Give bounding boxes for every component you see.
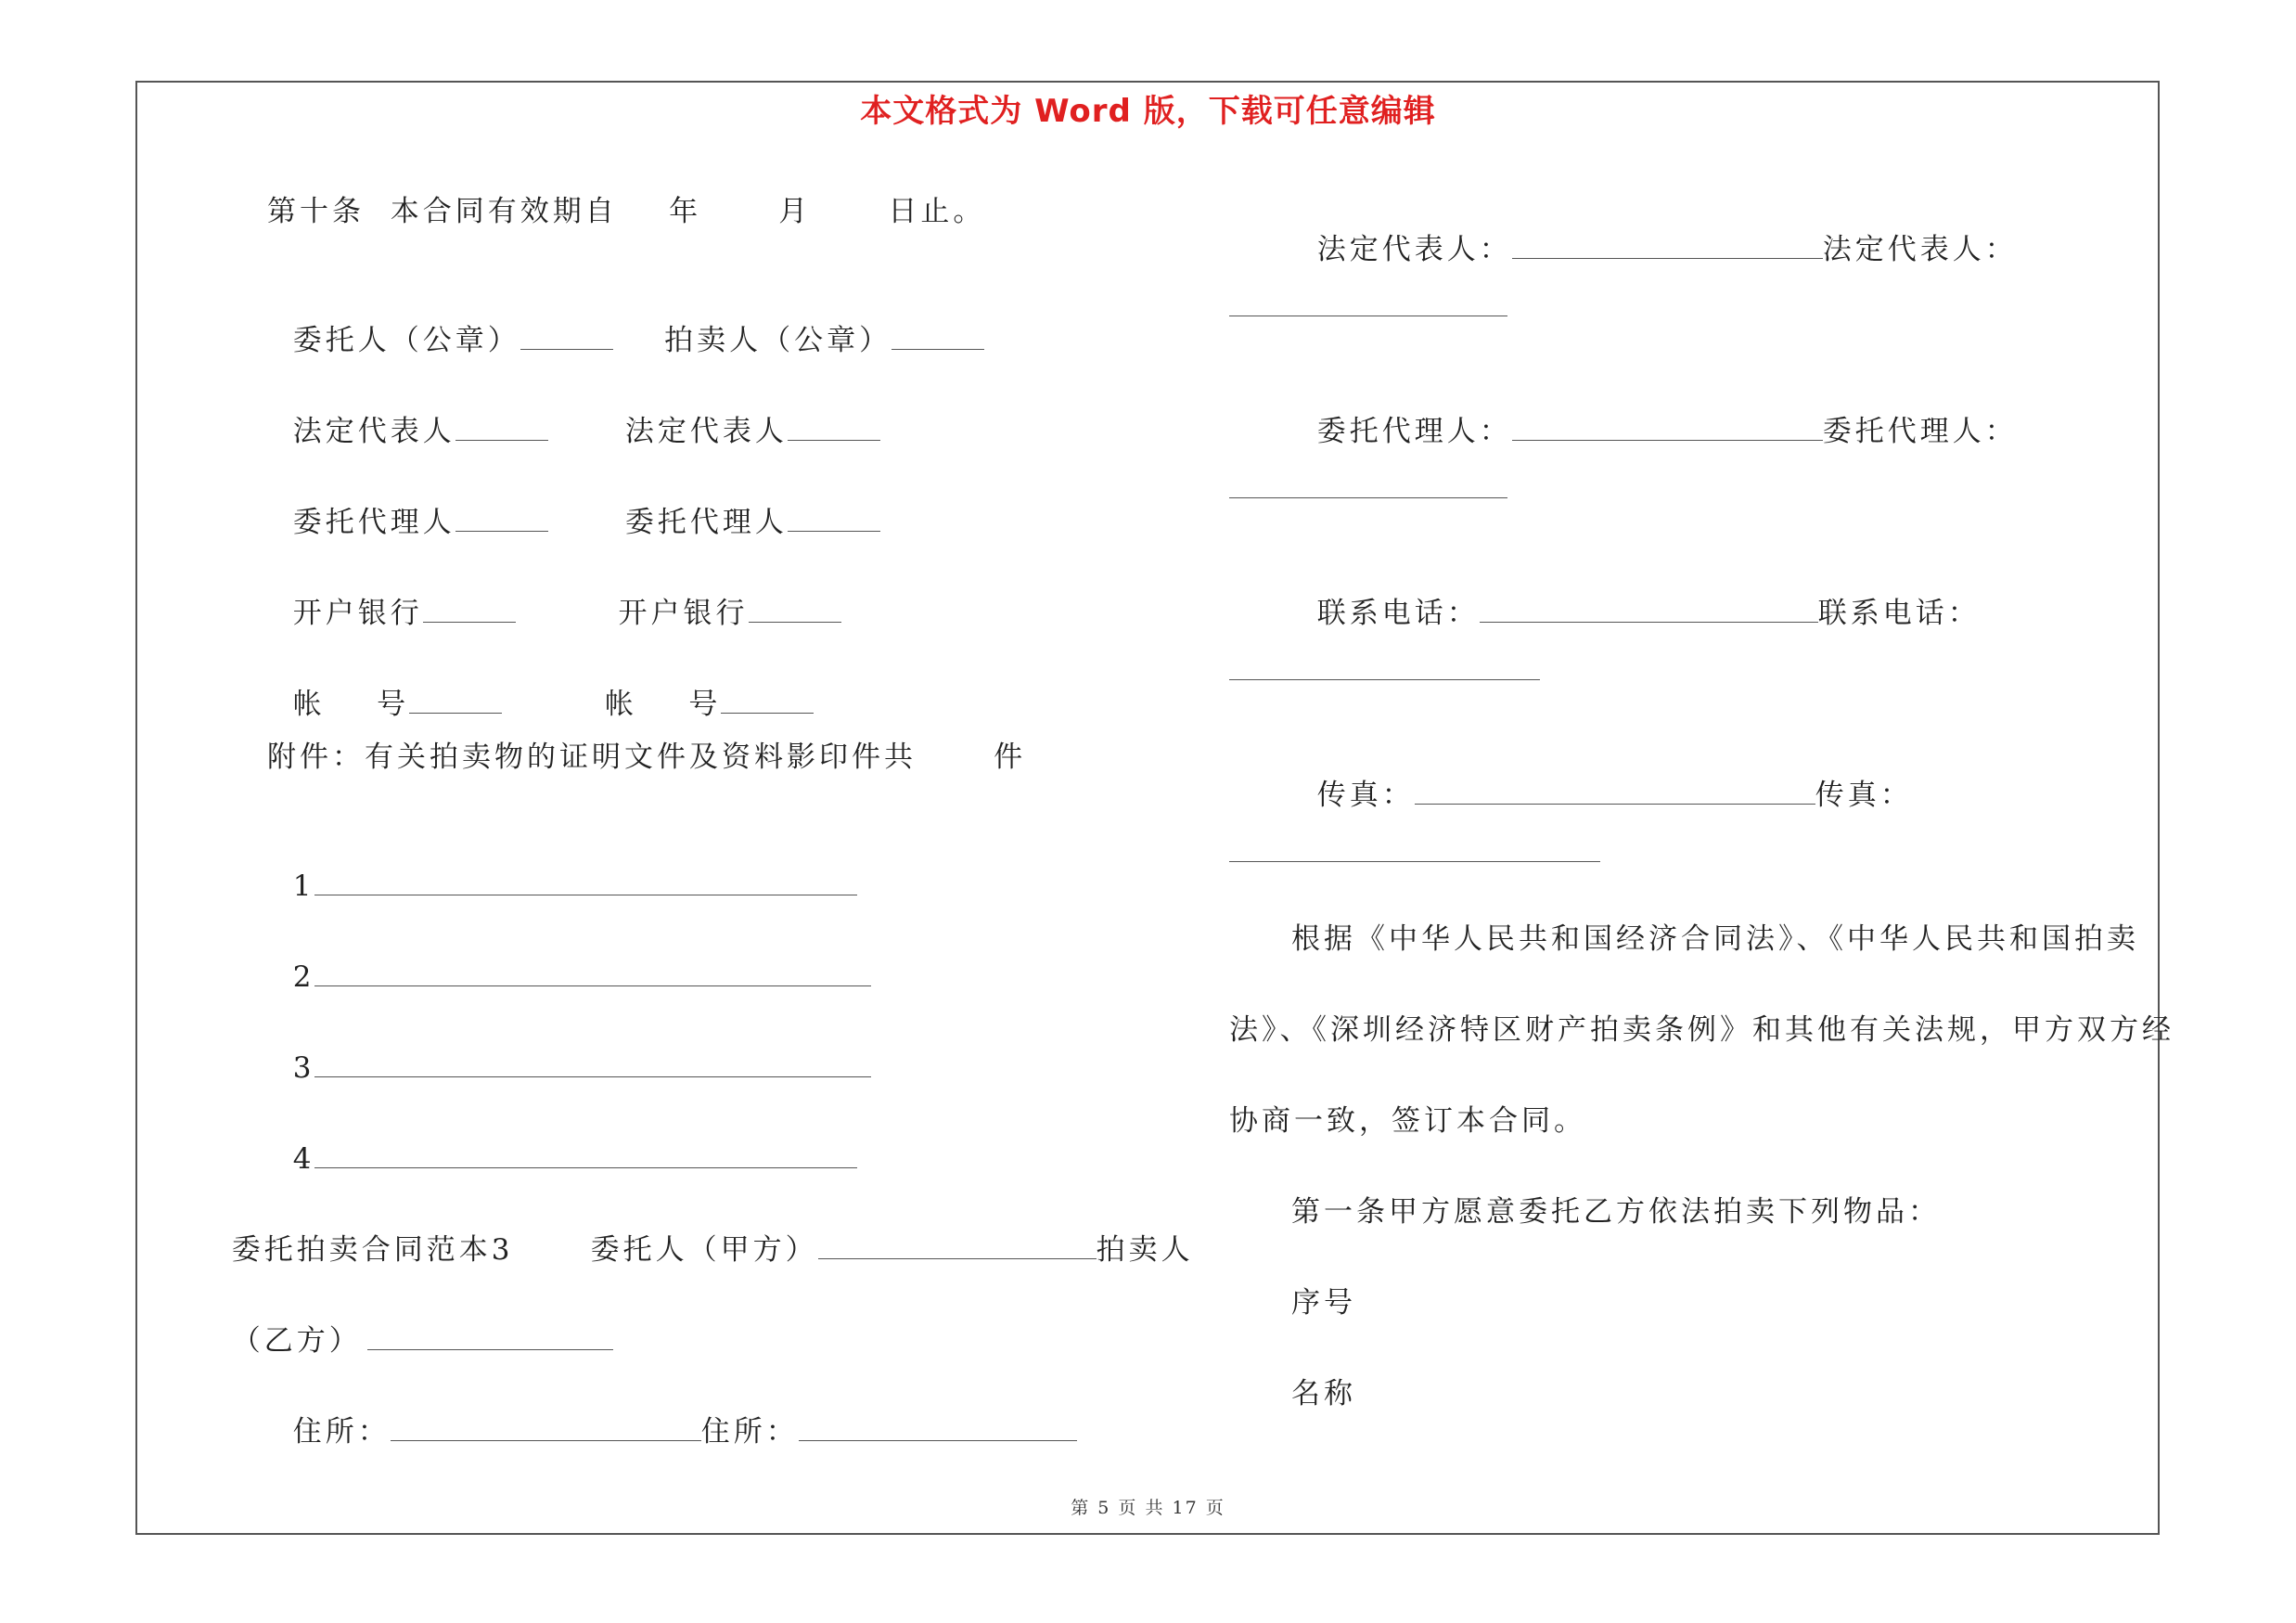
auctioneer-seal-label: 拍卖人（公章） [612, 324, 892, 357]
blank-line [721, 685, 814, 714]
preamble-line-2: 法》、《深圳经济特区财产拍卖条例》和其他有关法规，甲方双方经 [1229, 1013, 2174, 1047]
blank-line [314, 958, 871, 986]
blank-line [1512, 412, 1823, 441]
blank-line [367, 1321, 613, 1350]
legal-rep-label-2: 法定代表人 [547, 415, 788, 448]
blank-line [455, 503, 548, 532]
phone-label-2: 联系电话： [1817, 597, 1981, 630]
legal-rep-right [1291, 193, 2018, 268]
party-b-label: （乙方） [231, 1324, 362, 1358]
legal-rep-label-r2: 法定代表人： [1822, 233, 2018, 266]
blank-line [1229, 859, 1600, 862]
item-number: 1 [292, 869, 315, 903]
legal-rep-label: 法定代表人 [292, 415, 455, 448]
blank-line [1415, 776, 1815, 805]
account-label-2: 帐 号 [502, 688, 722, 721]
attachment-item-2 [267, 921, 871, 996]
blank-line [749, 594, 841, 623]
item-number: 2 [292, 960, 315, 994]
attachment-item-1 [267, 830, 857, 905]
clause-ten: 第十条 本合同有效期自 年 月 日止。 [267, 195, 986, 228]
bank-label-2: 开户银行 [515, 597, 749, 630]
blank-line [1229, 314, 1507, 316]
address-label: 住所： [292, 1415, 391, 1449]
contract-3-heading [206, 1193, 1194, 1269]
attachment-note: 附件：有关拍卖物的证明文件及资料影印件共 件 [267, 741, 1027, 774]
item-number: 4 [292, 1142, 315, 1176]
article-one: 第一条甲方愿意委托乙方依法拍卖下列物品： [1291, 1195, 1941, 1229]
preamble-line-3: 协商一致，签订本合同。 [1229, 1104, 1586, 1138]
blank-line [1512, 230, 1823, 259]
client-seal-label: 委托人（公章） [292, 324, 520, 357]
agent-label-r: 委托代理人： [1316, 415, 1512, 448]
contract-3-title: 委托拍卖合同范本3 委托人（甲方） [231, 1233, 818, 1267]
preamble-line-1: 根据《中华人民共和国经济合同法》、《中华人民共和国拍卖 [1291, 922, 2139, 956]
fax-right [1291, 739, 1913, 814]
party-b-line [206, 1284, 613, 1359]
header-title: 本文格式为 Word 版，下载可任意编辑 [860, 93, 1436, 130]
blank-line [455, 412, 548, 441]
blank-line [1480, 594, 1818, 623]
address-line [267, 1375, 1077, 1450]
column-name: 名称 [1291, 1377, 1356, 1410]
blank-line [520, 321, 613, 350]
sign-row-legal-rep [267, 375, 880, 450]
blank-line [409, 685, 502, 714]
agent-label-2: 委托代理人 [547, 506, 788, 539]
blank-line [1229, 496, 1507, 498]
blank-line [788, 412, 880, 441]
bank-label: 开户银行 [292, 597, 423, 630]
sign-row-agent [267, 466, 880, 541]
blank-line [314, 1140, 857, 1168]
blank-line [314, 1049, 871, 1077]
blank-line [799, 1412, 1077, 1441]
agent-label: 委托代理人 [292, 506, 455, 539]
blank-line [788, 503, 880, 532]
column-serial: 序号 [1291, 1286, 1356, 1320]
blank-line [391, 1412, 701, 1441]
blank-line [891, 321, 984, 350]
agent-label-r2: 委托代理人： [1822, 415, 2018, 448]
page-number: 第 5 页 共 17 页 [1071, 1498, 1225, 1518]
sign-row-seal [267, 284, 984, 359]
account-label: 帐 号 [292, 688, 410, 721]
blank-line [1229, 677, 1540, 680]
item-number: 3 [292, 1051, 315, 1085]
phone-label: 联系电话： [1316, 597, 1480, 630]
address-label-2: 住所： [700, 1415, 799, 1449]
phone-right [1291, 557, 1981, 632]
fax-label: 传真： [1316, 779, 1415, 812]
sign-row-bank [267, 557, 841, 632]
legal-rep-label-r: 法定代表人： [1316, 233, 1512, 266]
attachment-item-4 [267, 1102, 857, 1178]
blank-line [423, 594, 516, 623]
blank-line [818, 1230, 1097, 1259]
agent-right [1291, 375, 2018, 450]
blank-line [314, 867, 857, 895]
sign-row-account [267, 648, 814, 723]
fax-label-2: 传真： [1815, 779, 1913, 812]
attachment-item-3 [267, 1011, 871, 1087]
auctioneer-label: 拍卖人 [1096, 1233, 1194, 1267]
